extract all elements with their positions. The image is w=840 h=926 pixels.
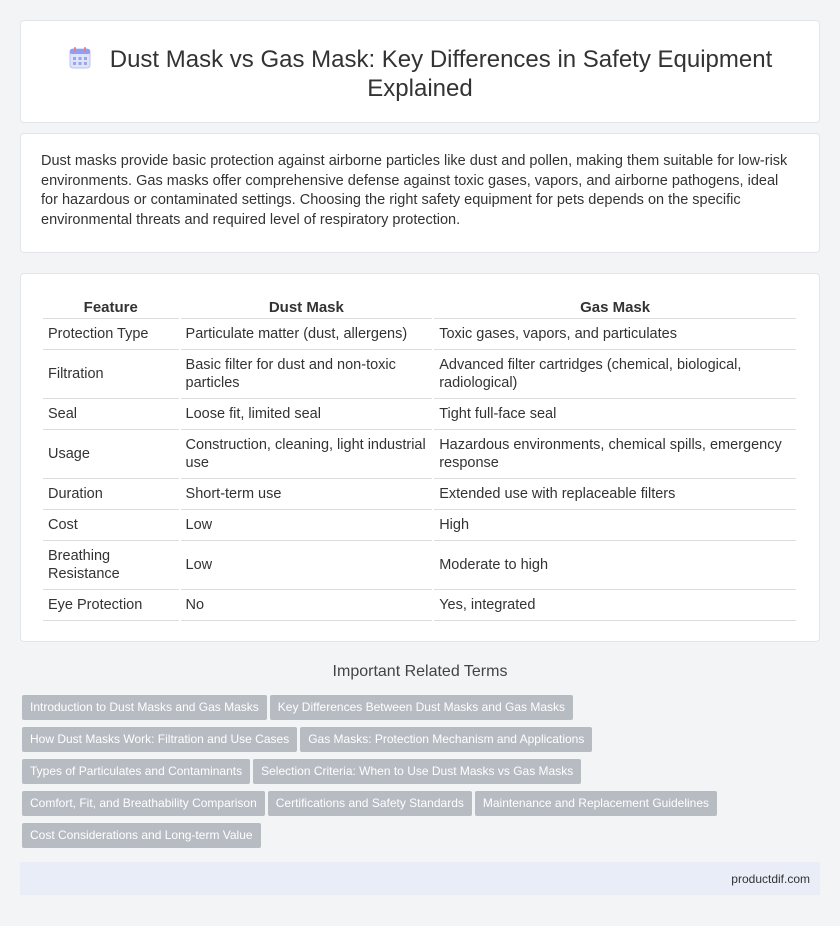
dust-mask-cell: Low bbox=[181, 510, 433, 541]
gas-mask-cell: Toxic gases, vapors, and particulates bbox=[434, 319, 796, 350]
related-term-tag[interactable]: Introduction to Dust Masks and Gas Masks bbox=[22, 695, 267, 720]
gas-mask-cell: Hazardous environments, chemical spills, emergency response bbox=[434, 430, 796, 479]
header-card bbox=[20, 20, 820, 123]
table-row bbox=[43, 541, 796, 590]
dust-mask-cell: Short-term use bbox=[181, 479, 433, 510]
table-row bbox=[43, 479, 796, 510]
dust-mask-cell: No bbox=[181, 590, 433, 621]
calendar-icon bbox=[68, 46, 92, 70]
feature-cell: Cost bbox=[43, 510, 179, 541]
gas-mask-cell: Advanced filter cartridges (chemical, biological, radiological) bbox=[434, 350, 796, 399]
gas-mask-cell: Moderate to high bbox=[434, 541, 796, 590]
related-term-tag[interactable]: How Dust Masks Work: Filtration and Use Cases bbox=[22, 727, 297, 752]
related-terms-list bbox=[22, 695, 782, 855]
related-term-tag[interactable]: Gas Masks: Protection Mechanism and Applications bbox=[300, 727, 592, 752]
gas-mask-cell: Yes, integrated bbox=[434, 590, 796, 621]
feature-cell: Eye Protection bbox=[43, 590, 179, 621]
related-term-tag[interactable]: Key Differences Between Dust Masks and Gas Masks bbox=[270, 695, 573, 720]
table-row bbox=[43, 399, 796, 430]
intro-card bbox=[20, 133, 820, 253]
dust-mask-cell: Particulate matter (dust, allergens) bbox=[181, 319, 433, 350]
footer bbox=[20, 862, 820, 895]
table-row bbox=[43, 590, 796, 621]
footer-site-link[interactable]: productdif.com bbox=[731, 872, 810, 886]
header-dust-mask: Dust Mask bbox=[181, 294, 433, 319]
dust-mask-cell: Basic filter for dust and non-toxic particles bbox=[181, 350, 433, 399]
related-term-tag[interactable]: Selection Criteria: When to Use Dust Masks vs Gas Masks bbox=[253, 759, 581, 784]
related-term-tag[interactable]: Comfort, Fit, and Breathability Comparison bbox=[22, 791, 265, 816]
gas-mask-cell: Extended use with replaceable filters bbox=[434, 479, 796, 510]
related-term-tag[interactable]: Cost Considerations and Long-term Value bbox=[22, 823, 261, 848]
dust-mask-cell: Low bbox=[181, 541, 433, 590]
header-feature: Feature bbox=[43, 294, 179, 319]
table-header-row bbox=[43, 294, 796, 319]
comparison-table bbox=[41, 294, 798, 621]
related-terms-title: Important Related Terms bbox=[332, 663, 508, 680]
gas-mask-cell: Tight full-face seal bbox=[434, 399, 796, 430]
dust-mask-cell: Loose fit, limited seal bbox=[181, 399, 433, 430]
intro-text: Dust masks provide basic protection against airborne particles like dust and pollen, making them suitable for low-risk environments. Gas masks offer comprehensive defense against toxic gases, vapors, and airborne pathogens, ideal for hazardous or contaminated settings. Choosing the right safety equipment for pets depends on the specific environmental threats and required level of respiratory protection. bbox=[41, 153, 788, 228]
dust-mask-cell: Construction, cleaning, light industrial use bbox=[181, 430, 433, 479]
table-row bbox=[43, 430, 796, 479]
feature-cell: Usage bbox=[43, 430, 179, 479]
gas-mask-cell: High bbox=[434, 510, 796, 541]
page-title: Dust Mask vs Gas Mask: Key Differences in Safety Equipment Explained bbox=[109, 46, 773, 102]
comparison-card bbox=[20, 273, 820, 642]
header-gas-mask: Gas Mask bbox=[434, 294, 796, 319]
feature-cell: Breathing Resistance bbox=[43, 541, 179, 590]
feature-cell: Protection Type bbox=[43, 319, 179, 350]
table-row bbox=[43, 350, 796, 399]
table-row bbox=[43, 319, 796, 350]
related-term-tag[interactable]: Maintenance and Replacement Guidelines bbox=[475, 791, 717, 816]
feature-cell: Duration bbox=[43, 479, 179, 510]
feature-cell: Seal bbox=[43, 399, 179, 430]
table-row bbox=[43, 510, 796, 541]
page-title-wrap bbox=[21, 45, 819, 103]
related-term-tag[interactable]: Certifications and Safety Standards bbox=[268, 791, 472, 816]
related-term-tag[interactable]: Types of Particulates and Contaminants bbox=[22, 759, 250, 784]
feature-cell: Filtration bbox=[43, 350, 179, 399]
